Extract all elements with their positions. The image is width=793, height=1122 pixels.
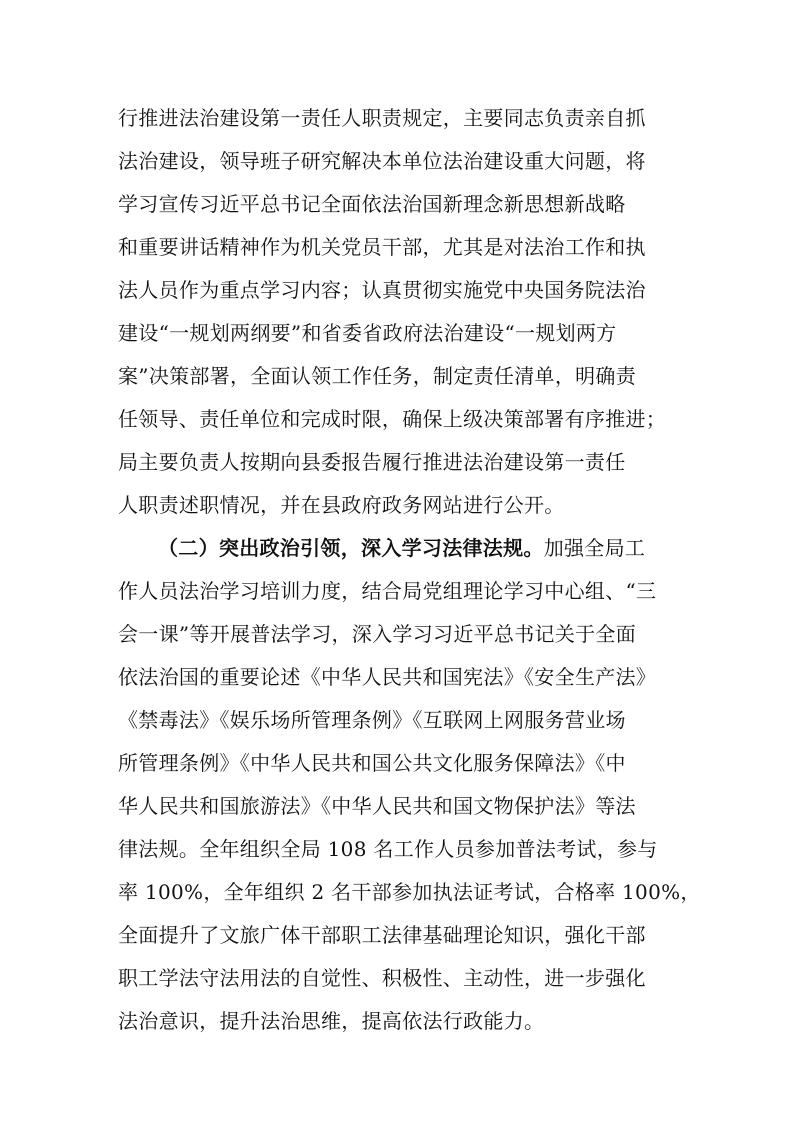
paragraph-line: 全面提升了文旅广体干部职工法律基础理论知识，强化干部 [118,923,646,947]
paragraph-line: 案”决策部署，全面认领工作任务，制定责任清单，明确责 [118,364,637,388]
paragraph-line: 《禁毒法》《娱乐场所管理条例》《互联网上网服务营业场 [118,708,626,732]
paragraph-line: 华人民共和国旅游法》《中华人民共和国文物保护法》等法 [118,794,636,818]
paragraph-line: 率 100%，全年组织 2 名干部参加执法证考试，合格率 100%， [118,880,701,904]
paragraph-line: 和重要讲话精神作为机关党员干部，尤其是对法治工作和执 [118,235,646,259]
paragraph-line: 法人员作为重点学习内容；认真贯彻实施党中央国务院法治 [118,278,646,302]
paragraph-line: 行推进法治建设第一责任人职责规定，主要同志负责亲自抓 [118,106,646,130]
paragraph-line: 依法治国的重要论述《中华人民共和国宪法》《安全生产法》 [118,665,657,689]
paragraph-line: 建设“一规划两纲要”和省委省政府法治建设“一规划两方 [118,321,617,345]
section-heading: （二）突出政治引领，深入学习法律法规。 [158,536,544,560]
paragraph-line: 职工学法守法用法的自觉性、积极性、主动性，进一步强化 [118,966,646,990]
paragraph-line: 律法规。全年组织全局 108 名工作人员参加普法考试，参与 [118,837,658,861]
section-heading-continuation: 加强全局工 [543,536,646,560]
paragraph-line: 局主要负责人按期向县委报告履行推进法治建设第一责任 [118,450,626,474]
paragraph-line: 法治建设，领导班子研究解决本单位法治建设重大问题，将 [118,149,646,173]
paragraph-line: 人职责述职情况，并在县政府政务网站进行公开。 [118,493,565,517]
section-heading-line [158,533,678,563]
paragraph-line: 任领导、责任单位和完成时限，确保上级决策部署有序推进； [118,407,667,431]
paragraph-line: 学习宣传习近平总书记全面依法治国新理念新思想新战略 [118,192,626,216]
paragraph-line: 所管理条例》《中华人民共和国公共文化服务保障法》《中 [118,751,626,775]
paragraph-line: 作人员法治学习培训力度，结合局党组理论学习中心组、“三 [118,579,657,603]
paragraph-line: 法治意识，提升法治思维，提高依法行政能力。 [118,1009,545,1033]
paragraph-line: 会一课”等开展普法学习，深入学习习近平总书记关于全面 [118,622,637,646]
